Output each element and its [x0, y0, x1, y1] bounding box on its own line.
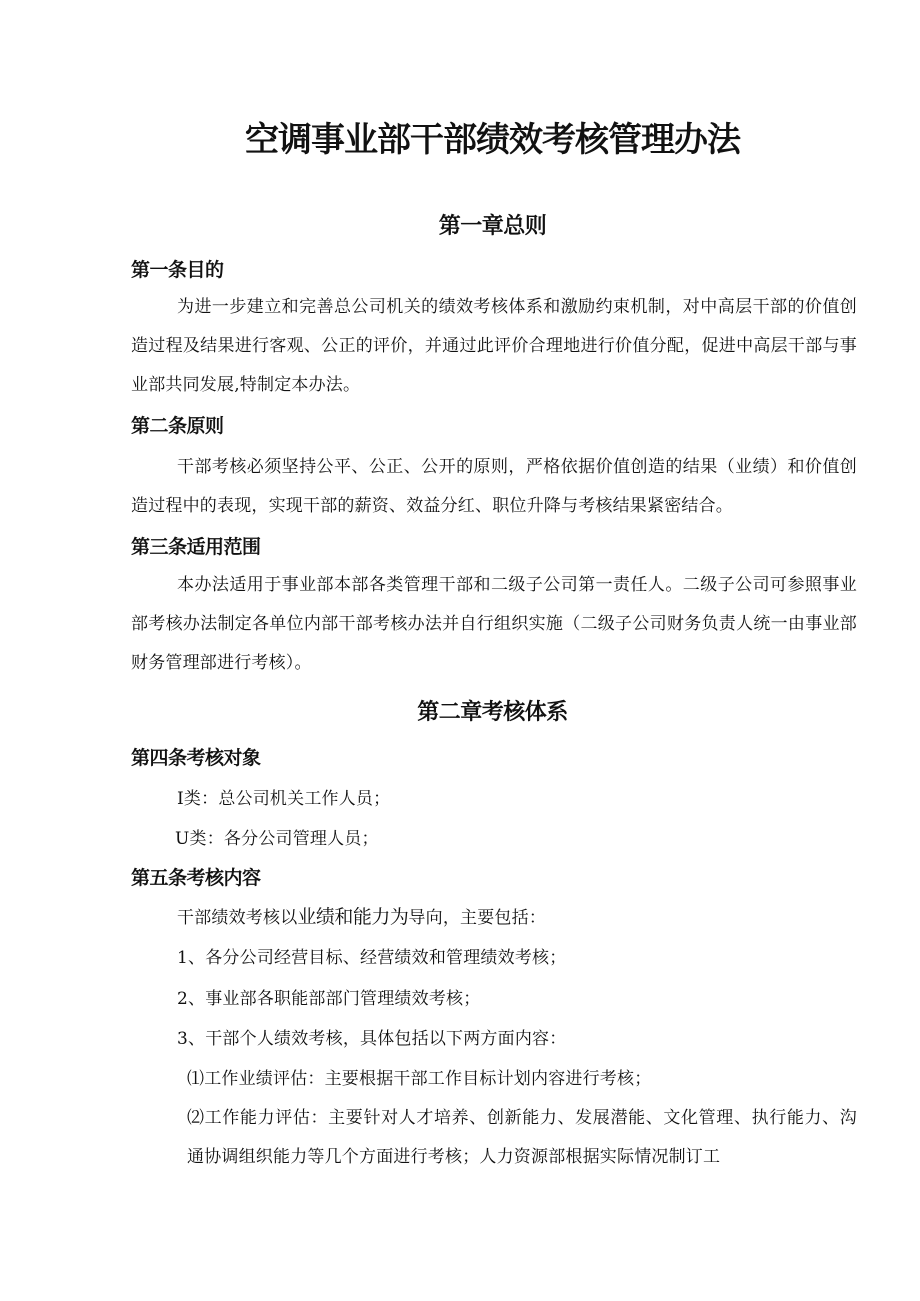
article-2-body: 干部考核必须坚持公平、公正、公开的原则，严格依据价值创造的结果（业绩）和价值创造过程中的表现，实现干部的薪资、效益分红、职位升降与考核结果紧密结合。	[131, 457, 857, 516]
article-5-item: 1、各分公司经营目标、经营绩效和管理绩效考核；	[177, 948, 567, 968]
chapter-1-title: 第一章总则	[438, 214, 547, 239]
article-2-heading: 第二条原则	[131, 415, 224, 437]
subitem-text: 工作业绩评估：主要根据干部工作目标计划内容进行考核；	[204, 1069, 652, 1089]
article-5-item: 2、事业部各职能部部门管理绩效考核；	[177, 989, 481, 1009]
article-5-subitem	[187, 1065, 651, 1093]
article-3-heading: 第三条适用范围	[131, 536, 261, 558]
subitem-marker: ⑵	[187, 1108, 205, 1128]
subitem-marker: ⑴	[187, 1069, 205, 1089]
article-4-item: I类：总公司机关工作人员；	[177, 789, 391, 809]
chapter-2-title: 第二章考核体系	[417, 700, 568, 725]
article-1-heading: 第一条目的	[131, 259, 224, 281]
subitem-text: 工作能力评估：主要针对人才培养、创新能力、发展潜能、文化管理、执行能力、沟通协调组织能力等几个方面进行考核；人力资源部根据实际情况制订工	[187, 1108, 858, 1167]
article-5-heading: 第五条考核内容	[131, 867, 261, 889]
article-3-body: 本办法适用于事业部本部各类管理干部和二级子公司第一责任人。二级子公司可参照事业部考核办法制定各单位内部干部考核办法并自行组织实施（二级子公司财务负责人统一由事业部财务管理部进行考核）。	[131, 575, 857, 673]
article-5-intro-after: 导向，主要包括：	[408, 908, 547, 928]
article-5-subitem	[187, 1099, 857, 1177]
article-4-item: U类：各分公司管理人员；	[175, 829, 379, 849]
article-4-heading: 第四条考核对象	[131, 747, 261, 769]
article-5-intro-emphasis: 业绩和能力为	[297, 906, 409, 928]
article-5-item: 3、干部个人绩效考核，具体包括以下两方面内容：	[177, 1029, 567, 1049]
article-1-body: 为进一步建立和完善总公司机关的绩效考核体系和激励约束机制，对中高层干部的价值创造过程及结果进行客观、公正的评价，并通过此评价合理地进行价值分配，促进中高层干部与事业部共同发展,特制定本办法。	[131, 297, 857, 395]
document-title: 空调事业部干部绩效考核管理办法	[245, 120, 740, 160]
article-5-intro-before: 干部绩效考核以	[177, 908, 298, 928]
article-5-intro	[177, 903, 546, 932]
